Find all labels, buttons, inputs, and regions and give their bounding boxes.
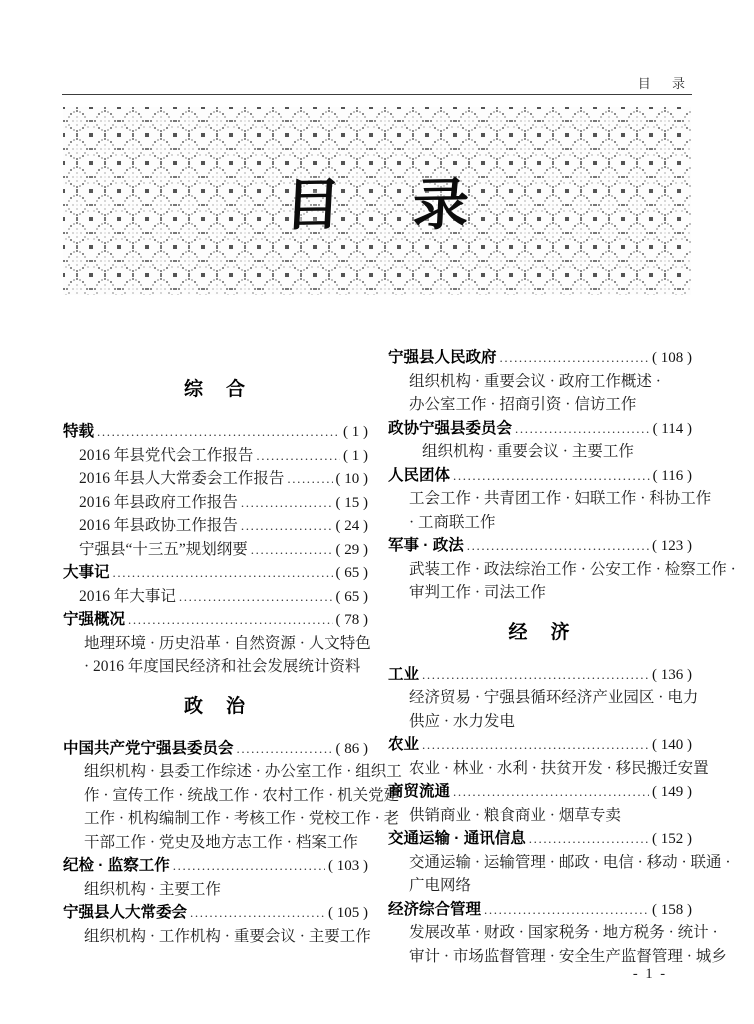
entry-title: 2016 年县政协工作报告 xyxy=(79,517,238,534)
entry-title: 商贸流通 xyxy=(388,783,451,800)
entry-page-number: ( 152 ) xyxy=(652,831,692,847)
entry-title: 宁强县人民政府 xyxy=(388,349,497,366)
entry-title: 军事 · 政法 xyxy=(388,537,464,554)
entry-title: 宁强县人大常委会 xyxy=(63,904,188,921)
entry-title: 中国共产党宁强县委员会 xyxy=(63,739,234,757)
toc-description: 交通运输 · 运输管理 · 邮政 · 电信 · 移动 · 联通 · xyxy=(409,853,731,871)
toc-entry xyxy=(388,417,692,441)
header-rule xyxy=(62,94,692,95)
entry-title: 政协宁强县委员会 xyxy=(388,419,513,437)
entry-title: 农业 xyxy=(388,736,420,753)
toc-subentry xyxy=(63,585,368,609)
toc-description: 组织机构 · 主要工作 xyxy=(84,880,221,898)
toc-subentry xyxy=(63,538,368,562)
toc-subentry xyxy=(63,444,368,468)
entry-page-number: ( 78 ) xyxy=(335,612,368,628)
decorative-banner xyxy=(63,107,691,295)
dot-leader xyxy=(287,467,332,491)
entry-page-number: ( 140 ) xyxy=(652,737,692,753)
dot-leader xyxy=(453,464,650,488)
dot-leader xyxy=(515,417,650,441)
entry-title: 宁强概况 xyxy=(63,611,126,628)
dot-leader xyxy=(256,444,340,468)
dot-leader xyxy=(179,585,333,609)
toc-description: · 2016 年度国民经济和社会发展统计资料 xyxy=(84,658,361,675)
toc-right-column xyxy=(388,346,736,968)
dot-leader xyxy=(529,827,649,851)
toc-entry xyxy=(63,854,368,878)
running-header: 目 录 xyxy=(637,76,694,91)
section-heading: 经 济 xyxy=(508,621,572,643)
toc-description: 工作 · 机构编制工作 · 考核工作 · 党校工作 · 老 xyxy=(84,810,400,827)
dot-leader xyxy=(453,780,649,804)
entry-title: 2016 年县人大常委会工作报告 xyxy=(79,470,285,487)
entry-page-number: ( 15 ) xyxy=(335,494,368,511)
entry-page-number: ( 149 ) xyxy=(652,784,692,800)
entry-page-number: ( 1 ) xyxy=(343,447,368,464)
entry-page-number: ( 29 ) xyxy=(335,541,368,558)
entry-page-number: ( 105 ) xyxy=(328,905,368,921)
toc-description: 作 · 宣传工作 · 统战工作 · 农村工作 · 机关党建 xyxy=(84,786,400,804)
dot-leader xyxy=(422,663,649,687)
toc-subentry xyxy=(63,491,368,515)
toc-description: 组织机构 · 重要会议 · 政府工作概述 · xyxy=(409,372,661,390)
toc-entry xyxy=(388,827,692,851)
entry-title: 大事记 xyxy=(63,564,110,581)
toc-entry xyxy=(388,898,692,922)
dot-leader xyxy=(422,733,649,757)
entry-page-number: ( 10 ) xyxy=(335,471,368,487)
toc-entry xyxy=(388,346,692,370)
entry-title: 交通运输 · 通讯信息 xyxy=(388,830,526,847)
toc-description: 武装工作 · 政法综治工作 · 公安工作 · 检察工作 · xyxy=(409,560,736,578)
dot-leader xyxy=(484,898,649,922)
section-heading: 综 合 xyxy=(183,379,247,400)
entry-page-number: ( 136 ) xyxy=(652,666,692,683)
toc-entry xyxy=(63,561,368,585)
toc-description: 经济贸易 · 宁强县循环经济产业园区 · 电力 xyxy=(409,689,699,706)
toc-entry xyxy=(388,663,692,687)
entry-title: 宁强县“十三五”规划纲要 xyxy=(79,540,248,558)
toc-description: 组织机构 · 工作机构 · 重要会议 · 主要工作 xyxy=(84,927,371,945)
entry-title: 人民团体 xyxy=(388,466,451,484)
page-number-footer: - 1 - xyxy=(632,966,668,982)
entry-page-number: ( 108 ) xyxy=(652,350,692,366)
toc-description: 地理环境 · 历史沿革 · 自然资源 · 人文特色 xyxy=(84,634,371,652)
toc-description: 审计 · 市场监督管理 · 安全生产监督管理 · 城乡 xyxy=(409,947,727,965)
toc-description: 办公室工作 · 招商引资 · 信访工作 xyxy=(409,396,637,413)
entry-title: 经济综合管理 xyxy=(388,900,482,918)
toc-left-column xyxy=(63,346,402,948)
entry-title: 特载 xyxy=(63,423,95,440)
entry-page-number: ( 1 ) xyxy=(343,424,368,440)
entry-title: 2016 年大事记 xyxy=(79,587,176,605)
toc-entry xyxy=(388,464,692,488)
toc-description: 工会工作 · 共青团工作 · 妇联工作 · 科协工作 xyxy=(409,490,712,507)
toc-subentry xyxy=(63,467,368,491)
toc-description: 组织机构 · 县委工作综述 · 办公室工作 · 组织工 xyxy=(84,763,402,780)
dot-leader xyxy=(241,491,333,515)
section-heading: 政 治 xyxy=(183,695,247,717)
toc-description: 供应 · 水力发电 xyxy=(409,712,515,730)
toc-description: 广电网络 xyxy=(409,877,472,894)
entry-page-number: ( 123 ) xyxy=(652,538,692,554)
entry-page-number: ( 86 ) xyxy=(335,740,368,757)
toc-description: 供销商业 · 粮食商业 · 烟草专卖 xyxy=(409,806,621,824)
toc-entry xyxy=(388,534,692,558)
toc-entry xyxy=(388,733,692,757)
entry-page-number: ( 158 ) xyxy=(652,901,692,918)
dot-leader xyxy=(237,737,333,761)
toc-entry xyxy=(63,737,368,761)
entry-page-number: ( 103 ) xyxy=(328,858,368,874)
toc-description: 发展改革 · 财政 · 国家税务 · 地方税务 · 统计 · xyxy=(409,924,718,941)
entry-title: 工业 xyxy=(388,665,420,683)
dot-leader xyxy=(467,534,649,558)
entry-page-number: ( 65 ) xyxy=(335,588,368,605)
entry-page-number: ( 65 ) xyxy=(335,565,368,581)
toc-description: · 工商联工作 xyxy=(409,513,496,531)
toc-subentry xyxy=(63,514,368,538)
toc-entry xyxy=(63,901,368,925)
entry-page-number: ( 116 ) xyxy=(652,467,692,484)
toc-entry xyxy=(388,780,692,804)
toc-description: 审判工作 · 司法工作 xyxy=(409,584,546,601)
toc-entry xyxy=(63,608,368,632)
banner-title xyxy=(63,107,691,295)
entry-title: 2016 年县党代会工作报告 xyxy=(79,446,254,464)
dot-leader xyxy=(113,561,333,585)
entry-page-number: ( 114 ) xyxy=(652,420,692,437)
dot-leader xyxy=(241,514,333,538)
entry-title: 纪检 · 监察工作 xyxy=(63,857,170,874)
dot-leader xyxy=(97,420,340,444)
entry-page-number: ( 24 ) xyxy=(335,518,368,534)
toc-description: 农业 · 林业 · 水利 · 扶贫开发 · 移民搬迁安置 xyxy=(409,759,709,777)
dot-leader xyxy=(190,901,325,925)
dot-leader xyxy=(128,608,332,632)
banner-title-char-left: 目 xyxy=(283,174,343,238)
dot-leader xyxy=(500,346,649,370)
dot-leader xyxy=(251,538,333,562)
banner-title-char-right: 录 xyxy=(411,174,471,238)
toc-description: 组织机构 · 重要会议 · 主要工作 xyxy=(422,443,634,460)
entry-title: 2016 年县政府工作报告 xyxy=(79,493,238,511)
toc-description: 干部工作 · 党史及地方志工作 · 档案工作 xyxy=(84,833,358,851)
toc-entry xyxy=(63,420,368,444)
dot-leader xyxy=(173,854,325,878)
